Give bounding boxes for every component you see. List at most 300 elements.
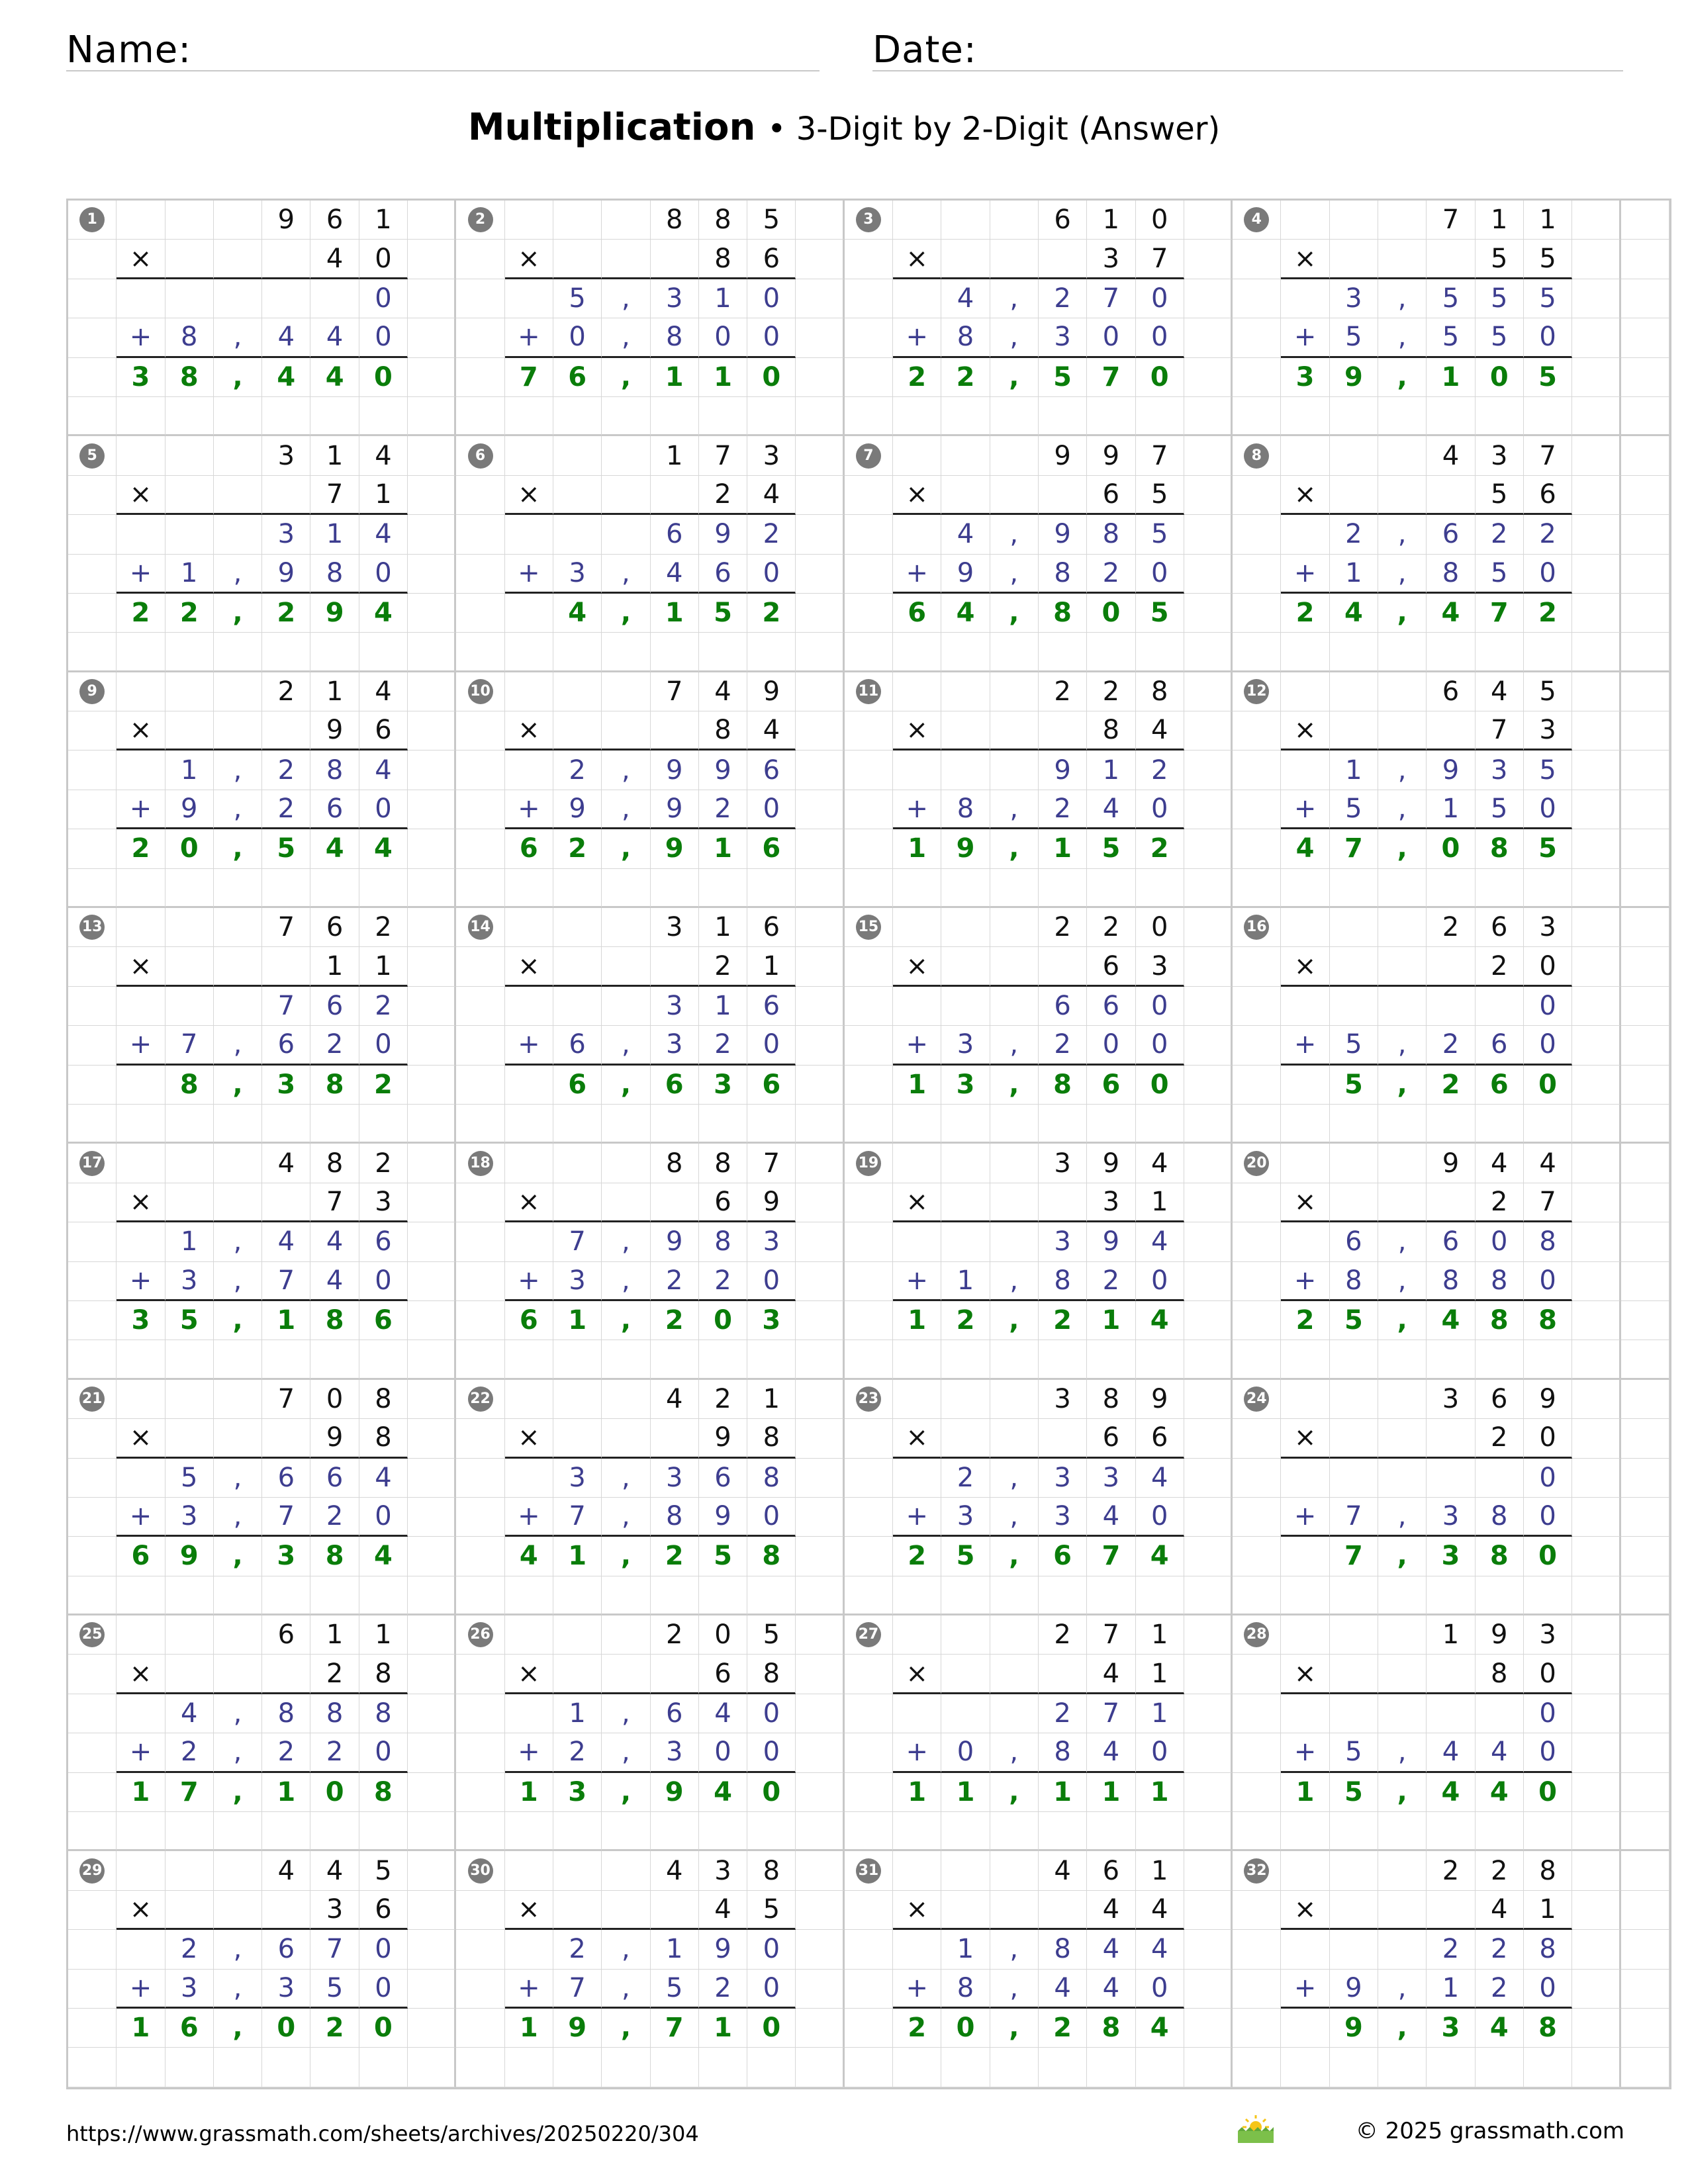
grid-cell <box>1281 751 1329 790</box>
multiplicand-digit: 8 <box>1524 1851 1572 1890</box>
partial-product-digit: 8 <box>359 1694 408 1733</box>
grid-cell <box>1039 240 1087 279</box>
multiplicand-digit: 8 <box>359 1380 408 1419</box>
grid-cell <box>796 397 844 436</box>
grid-cell <box>1281 1615 1329 1655</box>
partial-product-digit: 8 <box>310 555 359 594</box>
grid-cell <box>214 1891 262 1930</box>
answer-digit: 2 <box>941 358 990 397</box>
grid-cell <box>505 751 553 790</box>
grid-cell <box>941 1615 990 1655</box>
partial-product-digit: 8 <box>262 1694 310 1733</box>
multiplicand-digit: 2 <box>1039 908 1087 947</box>
grid-cell <box>456 1301 504 1340</box>
grid-cell <box>1621 1222 1669 1261</box>
partial-product-digit: 6 <box>1330 1222 1378 1261</box>
grid-cell <box>845 829 893 868</box>
grid-cell <box>310 397 359 436</box>
grid-cell <box>1184 515 1233 554</box>
plus-sign: + <box>1281 1970 1329 2009</box>
plus-sign: + <box>1281 1733 1329 1772</box>
plus-sign: + <box>505 790 553 829</box>
grid-cell <box>1233 1222 1281 1261</box>
grid-cell <box>602 1380 650 1419</box>
partial-product-digit: 7 <box>262 1262 310 1301</box>
grid-cell <box>1378 1380 1427 1419</box>
grid-cell <box>796 476 844 515</box>
grid-cell <box>651 1576 699 1615</box>
grid-cell <box>214 1655 262 1694</box>
grid-cell <box>1233 908 1281 947</box>
answer-digit: 0 <box>262 2009 310 2048</box>
grid-cell <box>117 1812 165 1851</box>
grid-cell <box>310 1340 359 1379</box>
partial-product-digit: 8 <box>1427 1262 1475 1301</box>
answer-digit: 0 <box>941 2009 990 2048</box>
grid-cell <box>1572 1970 1620 2009</box>
partial-product-digit: 0 <box>1136 1026 1184 1065</box>
grid-cell <box>117 1930 165 1969</box>
partial-product-digit: 2 <box>1039 279 1087 318</box>
grid-cell <box>796 1930 844 1969</box>
multiplier-digit: 3 <box>310 1891 359 1930</box>
grid-cell <box>165 908 214 947</box>
partial-product-digit: , <box>602 318 650 357</box>
partial-product-digit: 6 <box>262 1930 310 1969</box>
grid-cell <box>456 751 504 790</box>
times-sign: × <box>893 947 941 986</box>
partial-product-digit: 2 <box>553 1733 602 1772</box>
grid-cell <box>408 2009 456 2048</box>
grid-cell <box>1184 1891 1233 1930</box>
grid-cell <box>117 201 165 240</box>
grid-cell <box>1281 2009 1329 2048</box>
grid-cell <box>990 1222 1039 1261</box>
grid-cell <box>1378 1694 1427 1733</box>
grid-cell <box>408 829 456 868</box>
grid-cell <box>408 1615 456 1655</box>
multiplicand-digit: 5 <box>359 1851 408 1890</box>
grid-cell <box>214 1812 262 1851</box>
grid-cell <box>165 947 214 986</box>
grid-cell <box>1184 1183 1233 1222</box>
grid-cell <box>941 397 990 436</box>
grid-cell <box>1378 1105 1427 1144</box>
partial-product-digit: 2 <box>651 1262 699 1301</box>
grid-cell <box>845 1301 893 1340</box>
partial-product-digit: , <box>602 1262 650 1301</box>
partial-product-digit: 3 <box>941 1498 990 1537</box>
multiplicand-digit: 3 <box>1039 1380 1087 1419</box>
partial-product-digit: 5 <box>1330 790 1378 829</box>
answer-digit: , <box>990 2009 1039 2048</box>
grid-cell <box>845 1851 893 1890</box>
grid-cell <box>408 1970 456 2009</box>
partial-product-digit: 0 <box>1087 1026 1135 1065</box>
times-sign: × <box>893 1891 941 1930</box>
grid-cell <box>1621 1380 1669 1419</box>
answer-digit: 2 <box>893 358 941 397</box>
multiplier-digit: 6 <box>1136 1419 1184 1458</box>
answer-digit: , <box>990 1301 1039 1340</box>
answer-digit: 1 <box>1087 1773 1135 1812</box>
grid-cell <box>553 201 602 240</box>
grid-cell <box>845 1930 893 1969</box>
grid-cell <box>214 869 262 908</box>
grid-cell <box>893 633 941 672</box>
grid-cell <box>68 279 117 318</box>
multiplicand-digit: 8 <box>747 1851 796 1890</box>
grid-cell <box>214 1419 262 1458</box>
answer-digit: 3 <box>1427 2009 1475 2048</box>
grid-cell <box>893 987 941 1026</box>
grid-cell <box>796 790 844 829</box>
grid-cell <box>1330 1694 1378 1733</box>
grid-cell <box>1184 711 1233 751</box>
partial-product-digit: 3 <box>1039 1498 1087 1537</box>
partial-product-digit: 3 <box>1087 1459 1135 1498</box>
grid-cell <box>214 2048 262 2087</box>
partial-product-digit: 0 <box>359 1733 408 1772</box>
grid-cell <box>1621 633 1669 672</box>
grid-cell <box>845 1105 893 1144</box>
answer-digit: 4 <box>1427 1301 1475 1340</box>
multiplier-digit: 6 <box>1087 476 1135 515</box>
partial-product-digit: 3 <box>1330 279 1378 318</box>
problem-number-badge: 5 <box>79 443 105 469</box>
grid-cell <box>68 397 117 436</box>
grid-cell <box>990 397 1039 436</box>
partial-product-digit: 3 <box>262 515 310 554</box>
answer-digit: 8 <box>359 1773 408 1812</box>
partial-product-digit: 0 <box>1524 1970 1572 2009</box>
grid-cell <box>747 2048 796 2087</box>
grid-cell <box>553 2048 602 2087</box>
grid-cell <box>1233 240 1281 279</box>
grid-cell <box>1427 869 1475 908</box>
grid-cell <box>1621 436 1669 475</box>
grid-cell <box>1572 1340 1620 1379</box>
partial-product-digit: 4 <box>1087 1970 1135 2009</box>
multiplier-digit: 4 <box>1136 1891 1184 1930</box>
grid-cell <box>990 1851 1039 1890</box>
grid-cell <box>456 318 504 357</box>
grid-cell <box>602 908 650 947</box>
grid-cell <box>1476 1459 1524 1498</box>
partial-product-digit: 0 <box>1087 318 1135 357</box>
partial-product-digit: 2 <box>1427 1930 1475 1969</box>
partial-product-digit: , <box>990 1459 1039 1498</box>
grid-cell <box>651 1183 699 1222</box>
answer-digit: 1 <box>1281 1773 1329 1812</box>
grid-cell <box>408 476 456 515</box>
grid-cell <box>165 2048 214 2087</box>
partial-product-digit: 2 <box>165 1733 214 1772</box>
grid-cell <box>117 869 165 908</box>
grid-cell <box>1039 633 1087 672</box>
plus-sign: + <box>505 318 553 357</box>
partial-product-digit: 2 <box>699 1970 747 2009</box>
grid-cell <box>893 279 941 318</box>
grid-cell <box>68 436 117 475</box>
partial-product-digit: 0 <box>1524 1262 1572 1301</box>
grid-cell <box>1281 1340 1329 1379</box>
partial-product-digit: 1 <box>941 1930 990 1969</box>
partial-product-digit: , <box>1378 279 1427 318</box>
grid-cell <box>1233 476 1281 515</box>
grid-cell <box>310 1105 359 1144</box>
problem-number-badge: 7 <box>856 443 881 469</box>
grid-cell <box>1184 1615 1233 1655</box>
grid-cell <box>1572 1498 1620 1537</box>
partial-product-digit: 8 <box>1039 1930 1087 1969</box>
grid-cell <box>408 672 456 711</box>
problem-number-badge: 3 <box>856 207 881 232</box>
grid-cell <box>553 672 602 711</box>
grid-cell <box>262 1340 310 1379</box>
grid-cell <box>262 2048 310 2087</box>
problem-number-badge: 10 <box>468 679 493 704</box>
multiplier-digit: 8 <box>747 1419 796 1458</box>
grid-cell <box>796 1144 844 1183</box>
partial-product-digit: , <box>602 279 650 318</box>
grid-cell <box>214 1380 262 1419</box>
grid-cell <box>117 2048 165 2087</box>
grid-cell <box>1378 869 1427 908</box>
grid-cell <box>1572 476 1620 515</box>
grid-cell <box>408 1183 456 1222</box>
partial-product-digit: 5 <box>553 279 602 318</box>
grid-cell <box>408 987 456 1026</box>
grid-cell <box>845 2048 893 2087</box>
partial-product-digit: 5 <box>1524 751 1572 790</box>
partial-product-digit: 1 <box>699 987 747 1026</box>
multiplicand-digit: 1 <box>1476 201 1524 240</box>
date-field[interactable] <box>872 19 1623 71</box>
grid-cell <box>1572 2009 1620 2048</box>
grid-cell <box>262 397 310 436</box>
partial-product-digit: 2 <box>262 790 310 829</box>
grid-cell <box>553 987 602 1026</box>
grid-cell <box>456 1498 504 1537</box>
grid-cell <box>1233 594 1281 633</box>
grid-cell <box>893 1144 941 1183</box>
multiplicand-digit: 6 <box>1476 908 1524 947</box>
partial-product-digit: 2 <box>1476 1970 1524 2009</box>
grid-cell <box>505 397 553 436</box>
grid-cell <box>796 1655 844 1694</box>
partial-product-digit: 9 <box>1039 751 1087 790</box>
plus-sign: + <box>893 790 941 829</box>
grid-cell <box>602 869 650 908</box>
grid-cell <box>845 1066 893 1105</box>
grid-cell <box>893 1459 941 1498</box>
grid-cell <box>456 555 504 594</box>
grid-cell <box>68 711 117 751</box>
answer-digit: 2 <box>651 1537 699 1576</box>
partial-product-digit: 1 <box>1427 790 1475 829</box>
grid-cell <box>456 1970 504 2009</box>
grid-cell <box>990 1812 1039 1851</box>
grid-cell <box>1184 1340 1233 1379</box>
answer-digit: 9 <box>1330 2009 1378 2048</box>
grid-cell <box>602 1144 650 1183</box>
answer-digit: 6 <box>553 358 602 397</box>
grid-cell <box>1087 1812 1135 1851</box>
partial-product-digit: 2 <box>165 1930 214 1969</box>
grid-cell <box>214 1851 262 1890</box>
grid-cell <box>941 987 990 1026</box>
grid-cell <box>1621 947 1669 986</box>
grid-cell <box>893 1615 941 1655</box>
partial-product-digit: , <box>602 1694 650 1733</box>
answer-digit: 5 <box>1524 829 1572 868</box>
answer-digit: , <box>1378 1301 1427 1340</box>
grid-cell <box>456 436 504 475</box>
answer-digit: 8 <box>1524 2009 1572 2048</box>
answer-digit: , <box>602 1773 650 1812</box>
answer-digit: 6 <box>505 1301 553 1340</box>
multiplicand-digit: 4 <box>262 1144 310 1183</box>
grid-cell <box>456 1262 504 1301</box>
grid-cell <box>1378 476 1427 515</box>
multiplier-digit: 0 <box>1524 1655 1572 1694</box>
answer-digit: 4 <box>359 594 408 633</box>
grid-cell <box>941 1380 990 1419</box>
partial-product-digit: 6 <box>747 987 796 1026</box>
grid-cell <box>1330 987 1378 1026</box>
grid-cell <box>1621 201 1669 240</box>
times-sign: × <box>893 476 941 515</box>
plus-sign: + <box>1281 790 1329 829</box>
grid-cell <box>165 1144 214 1183</box>
grid-cell <box>845 672 893 711</box>
grid-cell <box>1233 790 1281 829</box>
grid-cell <box>456 790 504 829</box>
partial-product-digit: 0 <box>747 318 796 357</box>
answer-digit: 9 <box>165 1537 214 1576</box>
grid-cell <box>1378 1655 1427 1694</box>
grid-cell <box>1621 240 1669 279</box>
multiplicand-digit: 8 <box>1087 1380 1135 1419</box>
grid-cell <box>262 476 310 515</box>
answer-digit: 1 <box>893 1066 941 1105</box>
grid-cell <box>893 1222 941 1261</box>
grid-cell <box>456 1144 504 1183</box>
grid-cell <box>602 1851 650 1890</box>
grid-cell <box>1572 201 1620 240</box>
grid-cell <box>1427 711 1475 751</box>
grid-cell <box>165 869 214 908</box>
partial-product-digit: 0 <box>359 1498 408 1537</box>
answer-digit: 0 <box>359 2009 408 2048</box>
partial-product-digit: 3 <box>1476 751 1524 790</box>
multiplicand-digit: 4 <box>1427 436 1475 475</box>
grid-cell <box>602 633 650 672</box>
grid-cell <box>796 436 844 475</box>
grid-cell <box>796 279 844 318</box>
grid-cell <box>1233 1340 1281 1379</box>
answer-digit: 3 <box>553 1773 602 1812</box>
partial-product-digit: 2 <box>1087 1262 1135 1301</box>
plus-sign: + <box>505 1970 553 2009</box>
partial-product-digit: 7 <box>553 1498 602 1537</box>
times-sign: × <box>893 240 941 279</box>
grid-cell <box>602 1812 650 1851</box>
answer-digit: , <box>214 1537 262 1576</box>
plus-sign: + <box>1281 1262 1329 1301</box>
multiplicand-digit: 8 <box>699 201 747 240</box>
answer-digit: 3 <box>262 1537 310 1576</box>
grid-cell <box>796 751 844 790</box>
grid-cell <box>602 1183 650 1222</box>
multiplicand-digit: 8 <box>651 201 699 240</box>
grid-cell <box>941 201 990 240</box>
multiplicand-digit: 3 <box>699 1851 747 1890</box>
partial-product-digit: , <box>1378 515 1427 554</box>
answer-digit: 1 <box>262 1301 310 1340</box>
plus-sign: + <box>117 790 165 829</box>
grid-cell <box>1184 633 1233 672</box>
grid-cell <box>1524 869 1572 908</box>
answer-digit: 6 <box>1039 1537 1087 1576</box>
answer-digit: 2 <box>1427 1066 1475 1105</box>
grid-cell <box>408 1262 456 1301</box>
answer-digit: 8 <box>310 1066 359 1105</box>
grid-cell <box>408 711 456 751</box>
grid-cell <box>1572 869 1620 908</box>
grid-cell <box>456 476 504 515</box>
partial-product-digit: 8 <box>941 790 990 829</box>
multiplier-digit: 1 <box>359 947 408 986</box>
grid-cell <box>651 869 699 908</box>
multiplicand-digit: 6 <box>262 1615 310 1655</box>
multiplicand-digit: 1 <box>310 436 359 475</box>
multiplier-digit: 9 <box>310 711 359 751</box>
grid-cell <box>1524 1812 1572 1851</box>
multiplicand-digit: 4 <box>1524 1144 1572 1183</box>
grid-cell <box>990 869 1039 908</box>
grid-cell <box>796 1183 844 1222</box>
grid-cell <box>1427 2048 1475 2087</box>
grid-cell <box>1330 1655 1378 1694</box>
answer-digit: 1 <box>262 1773 310 1812</box>
multiplier-digit: 6 <box>359 1891 408 1930</box>
grid-cell <box>1621 751 1669 790</box>
grid-cell <box>651 633 699 672</box>
grid-cell <box>1427 1340 1475 1379</box>
grid-cell <box>1476 987 1524 1026</box>
grid-cell <box>408 240 456 279</box>
grid-cell <box>1233 1105 1281 1144</box>
grid-cell <box>796 869 844 908</box>
grid-cell <box>214 476 262 515</box>
answer-digit: 2 <box>651 1301 699 1340</box>
partial-product-digit: 1 <box>1087 751 1135 790</box>
grid-cell <box>845 1222 893 1261</box>
grid-cell <box>1039 476 1087 515</box>
grid-cell <box>941 947 990 986</box>
grid-cell <box>408 279 456 318</box>
name-field[interactable] <box>66 19 820 71</box>
grid-cell <box>505 908 553 947</box>
multiplicand-digit: 7 <box>1136 436 1184 475</box>
answer-digit: 4 <box>505 1537 553 1576</box>
grid-cell <box>68 240 117 279</box>
worksheet-grid <box>66 199 1671 2089</box>
multiplier-digit: 0 <box>359 240 408 279</box>
partial-product-digit: 9 <box>699 1498 747 1537</box>
